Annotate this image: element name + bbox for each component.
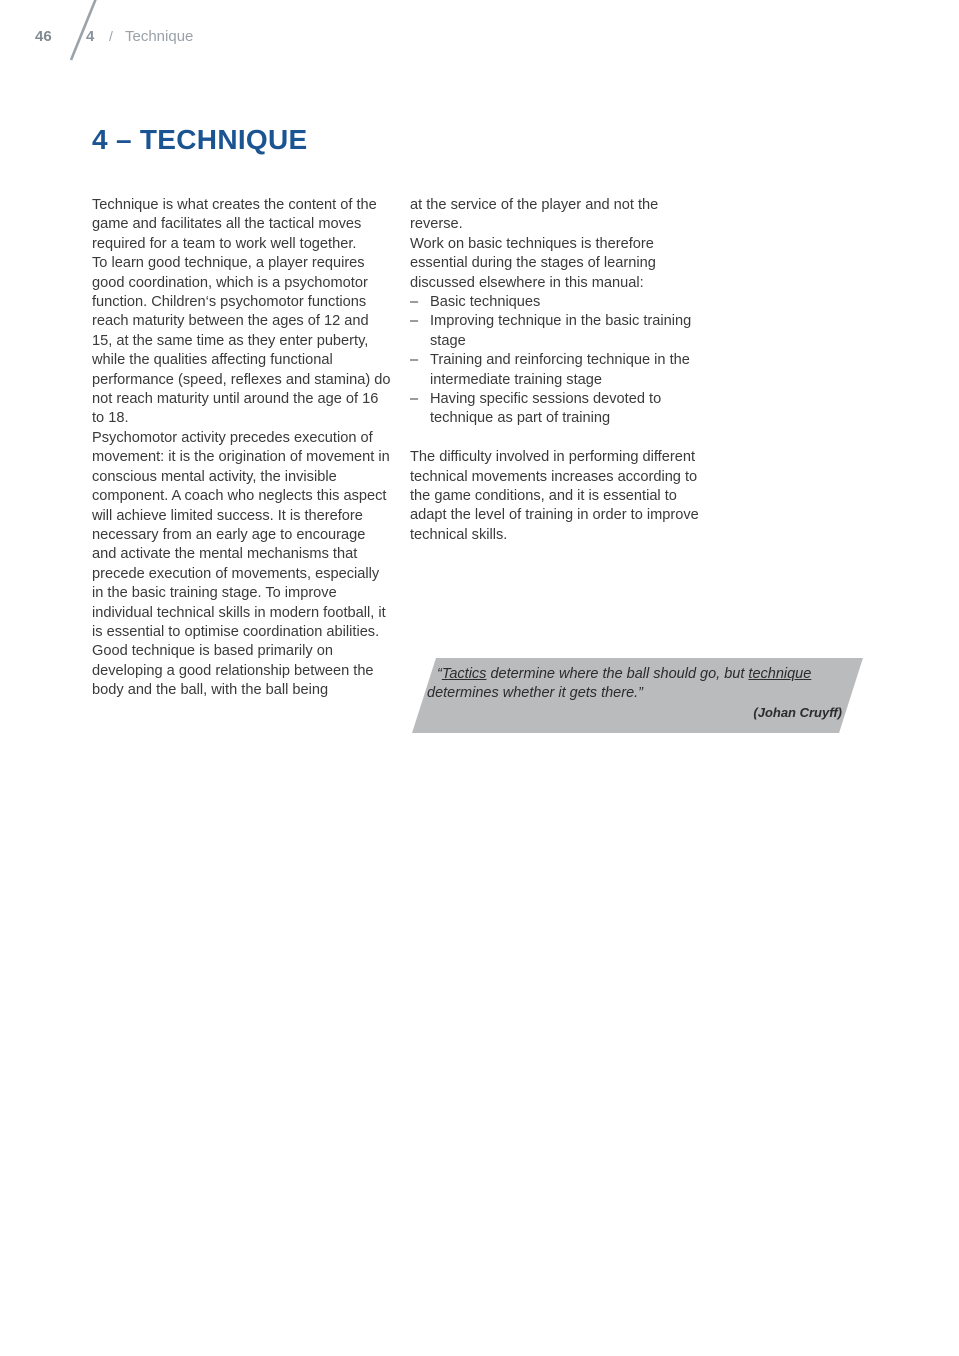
bullet-text: Basic techniques	[430, 294, 541, 311]
paragraph: at the service of the player and not the reverse.	[410, 197, 659, 233]
bullet-list	[410, 293, 710, 429]
bullet-dash: –	[410, 391, 419, 408]
paragraph: Psychomotor activity precedes execution of movement: it is the origination of movement in conscious mental activity, the invisible component. A coach who neglects this aspect will achieve limited success. It is therefore necessary from an early age to encourage and activate the mental mechanisms that precede execution of movements, especially in the basic training stage. To improve individual technical skills in modern football, it is essential to optimise coordination abilities.	[92, 429, 390, 640]
quote-underlined-word: Tactics	[441, 666, 487, 682]
paragraph: Technique is what creates the content of the game and facilitates all the tactical moves required for a team to work well together.	[92, 197, 377, 252]
bullet-dash: –	[410, 294, 419, 311]
quote-closing: determines whether it gets there.”	[427, 685, 643, 701]
header-chapter-title: Technique	[125, 28, 194, 45]
paragraph: Good technique is based primarily on developing a good relationship between the body and the ball, with the ball being	[92, 643, 374, 699]
bullet-dash: –	[410, 313, 419, 330]
paragraph: Work on basic techniques is therefore essential during the stages of learning discussed elsewhere in this manual:	[410, 235, 656, 291]
quote-attribution: (Johan Cruyff)	[753, 705, 842, 720]
paragraph: To learn good technique, a player requires good coordination, which is a psychomotor function. Children‘s psychomotor functions reach maturity between the ages of 12 and 15, at the same time as they enter puberty, while the qualities affecting functional performance (speed, reflexes and stamina) do not reach maturity until around the age of 16 to 18.	[92, 255, 391, 427]
quote-open: “	[437, 666, 442, 682]
bullet-text: Training and reinforcing technique in the intermediate training stage	[430, 352, 690, 388]
running-header	[0, 0, 300, 70]
header-chapter-number: 4	[86, 28, 95, 45]
list-item	[410, 293, 710, 312]
list-item	[410, 390, 710, 429]
bullet-text: Having specific sessions devoted to technique as part of training	[430, 391, 662, 427]
list-item	[410, 351, 710, 390]
quote-text	[427, 665, 859, 703]
right-text-column	[410, 196, 710, 545]
left-text-column	[92, 196, 392, 701]
list-item	[410, 312, 710, 351]
bullet-text: Improving technique in the basic training stage	[430, 313, 692, 349]
page-number: 46	[35, 28, 52, 45]
page-title: 4 – TECHNIQUE	[92, 124, 308, 155]
quote-underlined-word: technique	[748, 666, 812, 682]
paragraph: The difficulty involved in performing different technical movements increases according to the game conditions, and it is essential to adapt the level of training in order to improve technical skills.	[410, 449, 699, 543]
bullet-dash: –	[410, 352, 419, 369]
header-separator: /	[109, 28, 113, 44]
quote-middle: determine where the ball should go, but	[486, 666, 749, 682]
